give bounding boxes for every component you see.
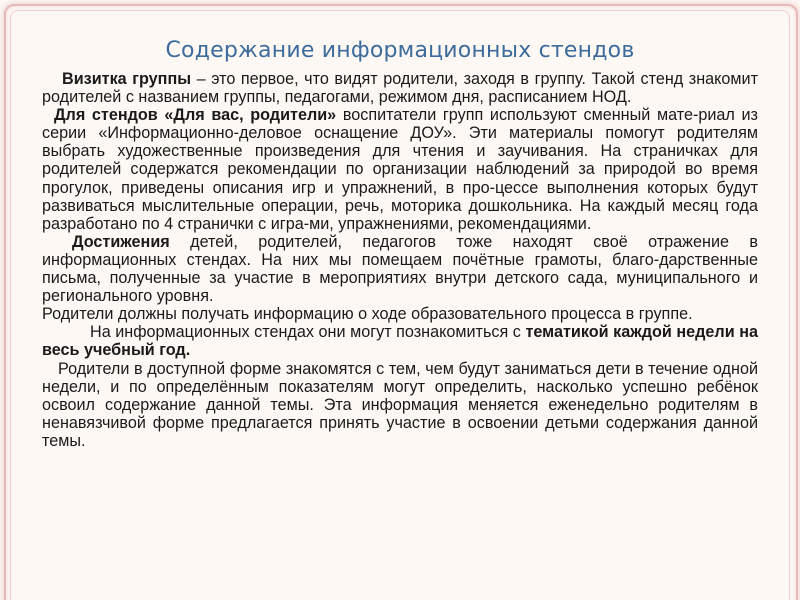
slide-title: Содержание информационных стендов <box>165 38 635 63</box>
paragraph-text: воспитатели групп используют сменный мате-риал из серии «Информационно-деловое оснащение ДОУ». Эти материалы помогут родителям выбрать художественные произведения для чтения и заучивания. На страничках для родителей содержатся рекомендации по организации наблюдений за природой во время прогулок, приведены описания игр и упражнений, в про-цессе выполнения которых будут развиваться мыслительные операции, речь, моторика дошкольника. На каждый месяц года разработано по 4 странички с игра-ми, упражнениями, рекомендациями. <box>42 106 758 233</box>
paragraph-text: На информационных стендах они могут познакомиться с <box>90 323 526 342</box>
paragraph-text: детей, родителей, педагогов тоже находят своё отражение в информационных стендах. На них мы помещаем почётные грамоты, благо-дарственные письма, полученные за участие в мероприятиях внутри детского сада, муниципального и регионального уровня. <box>42 232 758 306</box>
paragraph-parents-info <box>42 305 758 323</box>
paragraph-themes <box>42 323 758 359</box>
term-for-parents: Для стендов «Для вас, родители» <box>54 106 337 125</box>
paragraph-text: Родители должны получать информацию о ходе образовательного процесса в группе. <box>42 305 693 324</box>
term-achievements: Достижения <box>72 232 170 251</box>
paragraph-achievements <box>42 233 758 305</box>
paragraph-for-parents <box>42 106 758 233</box>
slide-body <box>42 70 758 450</box>
term-group-card: Визитка группы <box>62 70 192 88</box>
paragraph-text: Родители в доступной форме знакомятся с тем, чем будут заниматься дети в течение одной недели, и по определённым показателям могут определить, насколько успешно ребёнок освоил содержание данной темы. Эта информация меняется еженедельно родителям в ненавязчивой форме предлагается принять участие в освоении детьми содержания данной темы. <box>42 359 758 450</box>
paragraph-text: – это первое, что видят родители, заходя в группу. Такой стенд знакомит родителей с названием группы, педагогами, режимом дня, расписанием НОД. <box>42 70 758 107</box>
paragraph-group-card <box>42 70 758 106</box>
term-weekly-themes: тематикой каждой недели на весь учебный год. <box>42 323 758 360</box>
paragraph-weekly-info <box>42 360 758 450</box>
